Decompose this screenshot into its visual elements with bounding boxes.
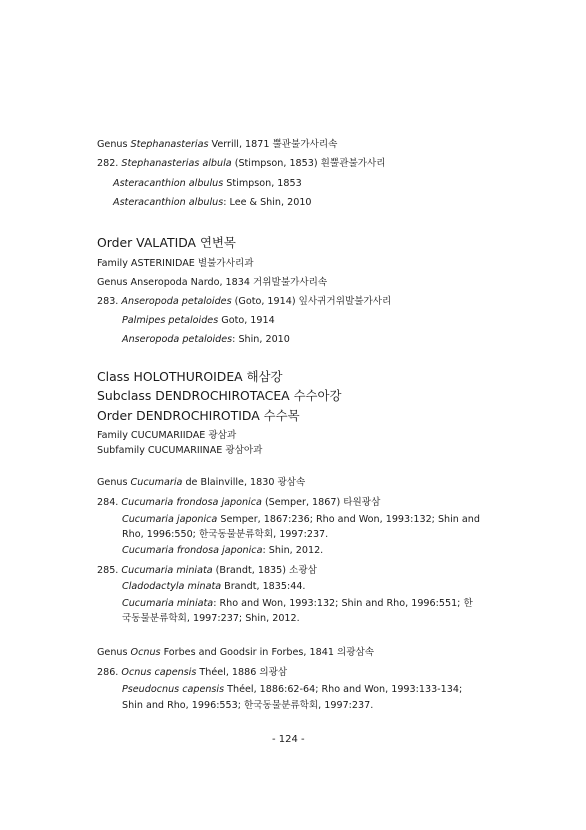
taxon-name: Pseudocnus capensis <box>122 684 225 695</box>
species-284-synonym-2: Cucumaria frondosa japonica: Shin, 2012. <box>122 545 324 556</box>
species-282-synonym-2: Asteracanthion albulus: Lee & Shin, 2010 <box>113 197 312 208</box>
page-number: - 124 - <box>272 734 305 745</box>
taxon-name: Stephanasterias albula <box>121 158 232 169</box>
species-286-synonym-1: Pseudocnus capensis Théel, 1886:62-64; Rho and Won, 1993:133-134; <box>122 684 463 695</box>
taxon-name: Asteracanthion albulus <box>113 197 224 208</box>
family-cucumariidae: Family CUCUMARIIDAE 광삼과 <box>97 430 237 441</box>
taxon-name: Palmipes petaloides <box>122 315 219 326</box>
species-282: 282. Stephanasterias albula (Stimpson, 1853) 흰뿔관불가사리 <box>97 158 386 169</box>
species-284-synonym-1: Cucumaria japonica Semper, 1867:236; Rho and Won, 1993:132; Shin and <box>122 514 480 525</box>
subfamily-cucumariinae: Subfamily CUCUMARIINAE 광삼아과 <box>97 445 263 456</box>
order-valatida-heading: Order VALATIDA 연변목 <box>97 235 236 250</box>
species-282-synonym-1: Asteracanthion albulus Stimpson, 1853 <box>113 178 302 189</box>
species-285-synonym-2: Cucumaria miniata: Rho and Won, 1993:132; Shin and Rho, 1996:551; 한 <box>122 598 473 609</box>
species-286: 286. Ocnus capensis Théel, 1886 의광삼 <box>97 667 288 678</box>
taxon-name: Ocnus capensis <box>121 667 197 678</box>
taxon-name: Cucumaria miniata <box>122 598 214 609</box>
subclass-dendrochirotacea-heading: Subclass DENDROCHIROTACEA 수수아강 <box>97 388 342 403</box>
genus-cucumaria: Genus Cucumaria de Blainville, 1830 광삼속 <box>97 477 306 488</box>
taxon-name: Cucumaria <box>130 477 183 488</box>
class-holothuroidea-heading: Class HOLOTHUROIDEA 해삼강 <box>97 369 283 384</box>
taxon-name: Cladodactyla minata <box>122 581 222 592</box>
taxon-name: Cucumaria frondosa japonica <box>122 545 263 556</box>
species-286-synonym-1-continued: Shin and Rho, 1996:553; 한국동물분류학회, 1997:237. <box>122 700 374 711</box>
species-285-synonym-2-continued: 국동물분류학회, 1997:237; Shin, 2012. <box>122 613 300 624</box>
species-284-synonym-1-continued: Rho, 1996:550; 한국동물분류학회, 1997:237. <box>122 529 329 540</box>
species-285: 285. Cucumaria miniata (Brandt, 1835) 소광삼 <box>97 565 317 576</box>
order-dendrochirotida-heading: Order DENDROCHIROTIDA 수수목 <box>97 408 300 423</box>
taxon-name: Cucumaria japonica <box>122 514 218 525</box>
taxon-name: Asteracanthion albulus <box>113 178 224 189</box>
species-285-synonym-1: Cladodactyla minata Brandt, 1835:44. <box>122 581 306 592</box>
genus-ocnus: Genus Ocnus Forbes and Goodsir in Forbes, 1841 의광삼속 <box>97 647 375 658</box>
taxon-name: Anseropoda petaloides <box>121 296 232 307</box>
species-284: 284. Cucumaria frondosa japonica (Semper, 1867) 타원광삼 <box>97 497 381 508</box>
taxon-name: Cucumaria frondosa japonica <box>121 497 262 508</box>
taxon-name: Ocnus <box>130 647 161 658</box>
species-283: 283. Anseropoda petaloides (Goto, 1914) 잎사귀거위발불가사리 <box>97 296 392 307</box>
species-283-synonym-2: Anseropoda petaloides: Shin, 2010 <box>122 334 290 345</box>
taxon-name: Cucumaria miniata <box>121 565 213 576</box>
genus-anseropoda: Genus Anseropoda Nardo, 1834 거위발불가사리속 <box>97 277 328 288</box>
taxon-name: Stephanasterias <box>130 139 209 150</box>
species-283-synonym-1: Palmipes petaloides Goto, 1914 <box>122 315 275 326</box>
taxon-name: Anseropoda petaloides <box>122 334 233 345</box>
family-asterinidae: Family ASTERINIDAE 별불가사리과 <box>97 258 254 269</box>
genus-stephanasterias: Genus Stephanasterias Verrill, 1871 뿔관불가사리속 <box>97 139 338 150</box>
